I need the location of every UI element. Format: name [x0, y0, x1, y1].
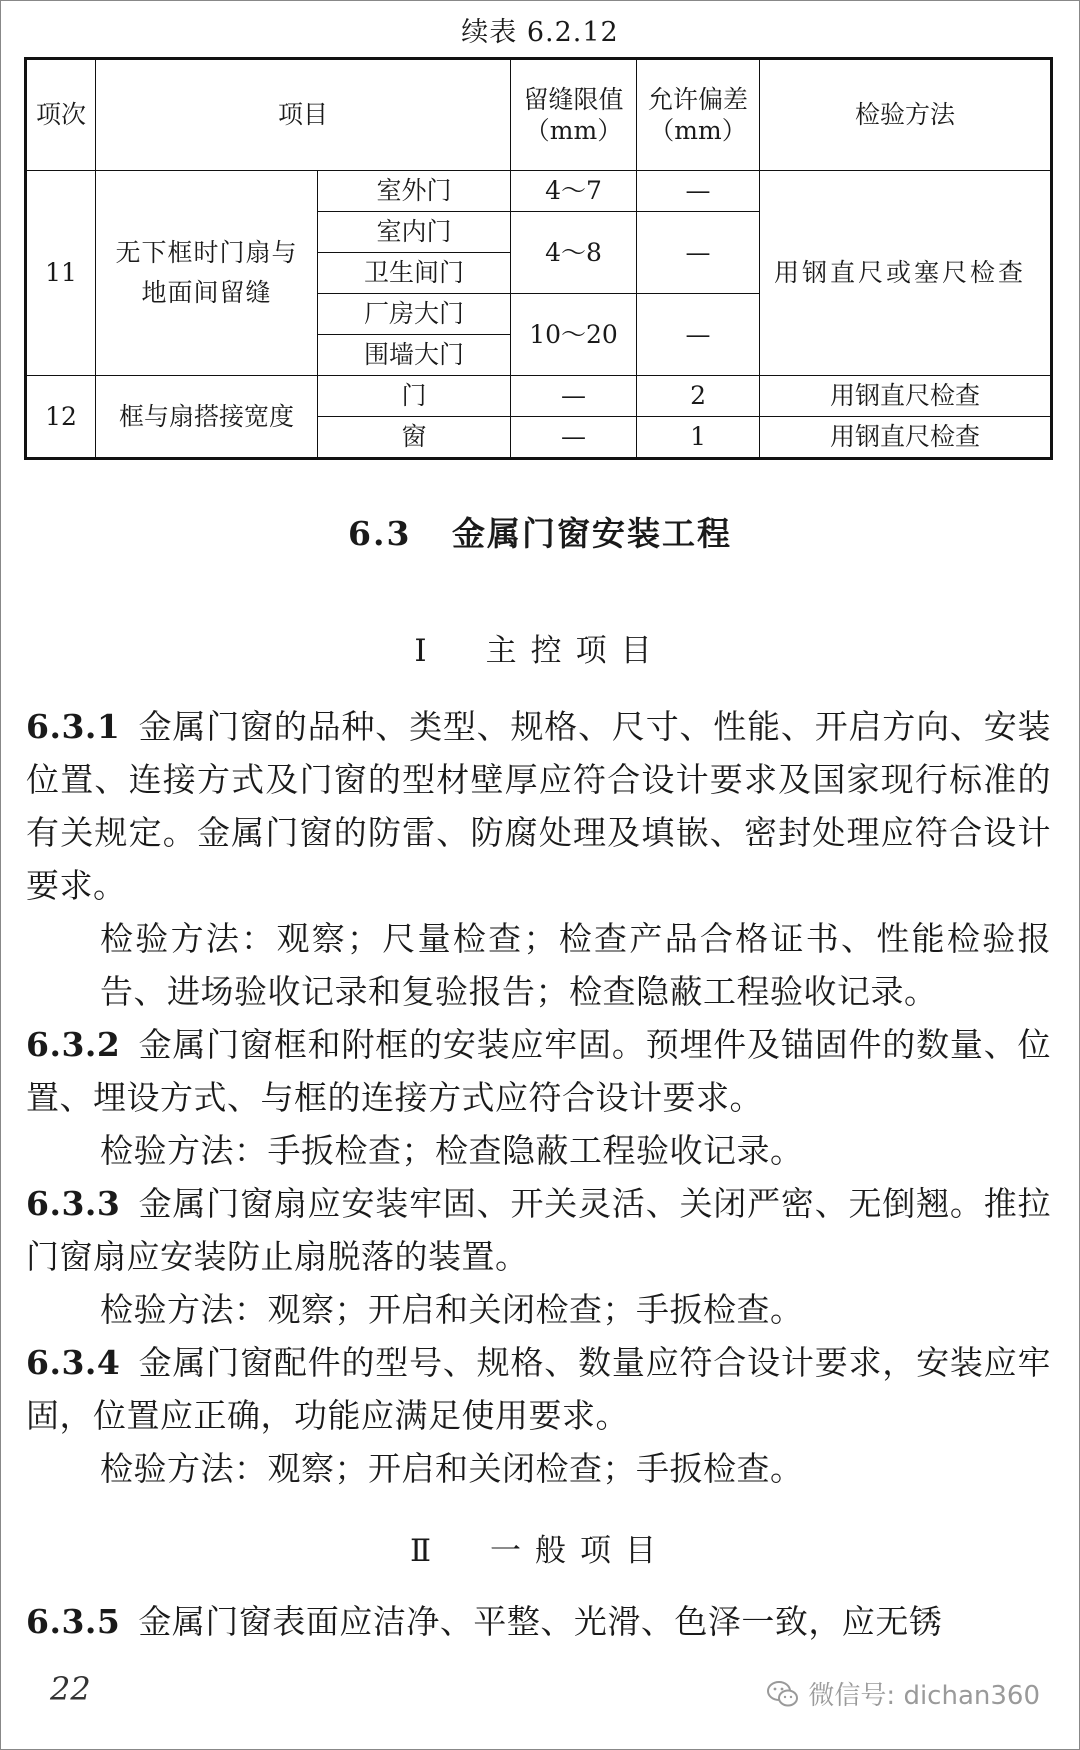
- wechat-icon: [766, 1679, 800, 1709]
- row11-tol-0: —: [637, 171, 760, 212]
- row12-gap-1: —: [511, 416, 637, 458]
- subsection-main-control: Ⅰ 主控项目: [414, 633, 666, 669]
- row11-tol-2: —: [637, 293, 760, 375]
- row12-gap-0: —: [511, 375, 637, 416]
- row12-method-0: 用钢直尺检查: [760, 375, 1052, 416]
- row12-tol-0: 2: [637, 375, 760, 416]
- subsection-general: Ⅱ 一般项目: [409, 1533, 671, 1569]
- clause-6-3-1-method: 检验方法：观察；尺量检查；检查产品合格证书、性能检验报告、进场验收记录和复验报告；检查隐蔽工程验收记录。: [100, 919, 1051, 1011]
- row12-tol-1: 1: [637, 416, 760, 458]
- clause-6-3-1: 6.3.1 金属门窗的品种、类型、规格、尺寸、性能、开启方向、安装位置、连接方式及门窗的型材壁厚应符合设计要求及国家现行标准的有关规定。金属门窗的防雷、防腐处理及填嵌、密封处理应符合设计要求。: [26, 707, 1051, 905]
- header-gap-limit: 留缝限值 （mm）: [511, 59, 637, 171]
- row12-sub-0: 门: [318, 375, 511, 416]
- spec-table: [24, 57, 1053, 460]
- row12-sub-1: 窗: [318, 416, 511, 458]
- watermark: 微信号: dichan360: [766, 1675, 1040, 1712]
- header-item: 项目: [96, 59, 511, 171]
- row12-no: 12: [26, 375, 96, 458]
- row11-method: 用钢直尺或塞尺检查: [760, 171, 1052, 376]
- clause-6-3-4: 6.3.4 金属门窗配件的型号、规格、数量应符合设计要求，安装应牢固，位置应正确，功能应满足使用要求。: [26, 1343, 1051, 1435]
- table-row: [26, 375, 1052, 416]
- clause-6-3-4-method: 检验方法：观察；开启和关闭检查；手扳检查。: [100, 1449, 804, 1488]
- clause-number: 6.3.4: [26, 1343, 121, 1382]
- row11-sub-2: 卫生间门: [318, 252, 511, 293]
- row12-method-1: 用钢直尺检查: [760, 416, 1052, 458]
- table-row: [26, 171, 1052, 212]
- row11-sub-0: 室外门: [318, 171, 511, 212]
- row12-item: 框与扇搭接宽度: [96, 375, 318, 458]
- row11-sub-4: 围墙大门: [318, 334, 511, 375]
- clause-6-3-2-method: 检验方法：手扳检查；检查隐蔽工程验收记录。: [100, 1131, 804, 1170]
- page-number: 22: [50, 1670, 91, 1708]
- header-method: 检验方法: [760, 59, 1052, 171]
- row11-tol-1: —: [637, 211, 760, 293]
- row11-gap-1: 4～8: [511, 211, 637, 293]
- header-tolerance: 允许偏差 （mm）: [637, 59, 760, 171]
- row11-sub-1: 室内门: [318, 211, 511, 252]
- clause-6-3-3: 6.3.3 金属门窗扇应安装牢固、开关灵活、关闭严密、无倒翘。推拉门窗扇应安装防止扇脱落的装置。: [26, 1184, 1051, 1276]
- clause-number: 6.3.3: [26, 1184, 121, 1223]
- row11-gap-0: 4～7: [511, 171, 637, 212]
- clause-6-3-5: 6.3.5 金属门窗表面应洁净、平整、光滑、色泽一致，应无锈: [26, 1602, 943, 1641]
- row11-gap-2: 10～20: [511, 293, 637, 375]
- row11-no: 11: [26, 171, 96, 376]
- clause-number: 6.3.1: [26, 707, 121, 746]
- row11-item: 无下框时门扇与地面间留缝: [96, 171, 318, 376]
- clause-6-3-2: 6.3.2 金属门窗框和附框的安装应牢固。预埋件及锚固件的数量、位置、埋设方式、与框的连接方式应符合设计要求。: [26, 1025, 1051, 1117]
- section-heading: 6.3 金属门窗安装工程: [348, 514, 732, 553]
- table-header-row: [26, 59, 1052, 171]
- clause-number: 6.3.2: [26, 1025, 121, 1064]
- continued-table-title: 续表 6.2.12: [461, 17, 619, 48]
- header-item-no: 项次: [26, 59, 96, 171]
- clause-number: 6.3.5: [26, 1602, 121, 1641]
- clause-6-3-3-method: 检验方法：观察；开启和关闭检查；手扳检查。: [100, 1290, 804, 1329]
- row11-sub-3: 厂房大门: [318, 293, 511, 334]
